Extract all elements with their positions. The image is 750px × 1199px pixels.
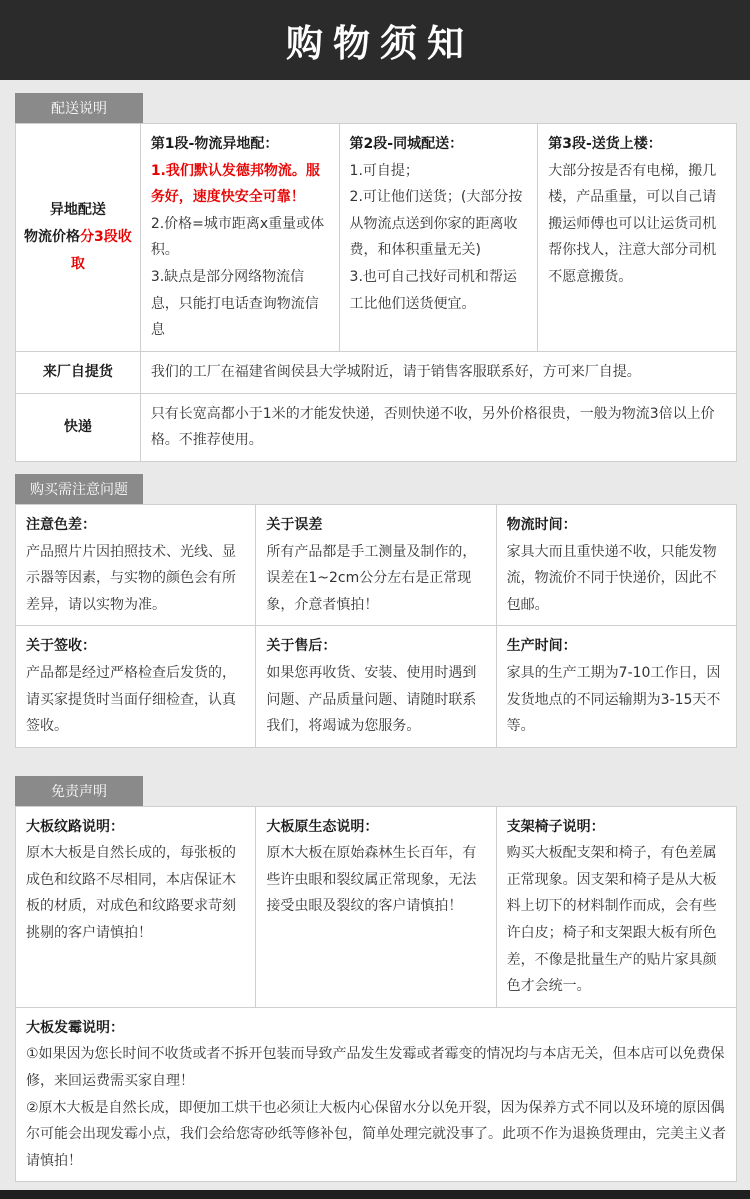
delivery-col2-heading: 第2段-同城配送： [349, 136, 464, 152]
note-color-cell [16, 504, 256, 625]
note-logistics-body: 家具大而且重快递不收，只能发物流，物流价不同于快递价，因此不包邮。 [506, 543, 717, 613]
delivery-col2-line2: 2.可让他们送货；(大部分按从物流点送到你家的距离收费，和体积重量无关) [349, 189, 523, 259]
note-aftersale-body: 如果您再收货、安装、使用时遇到问题、产品质量问题、请随时联系我们，将竭诚为您服务。 [266, 664, 477, 735]
delivery-col3-body: 大部分按是否有电梯，搬几楼，产品重量，可以自己请搬运师傅也可以让运货司机帮你找人，注意大部分司机不愿意搬货。 [548, 162, 717, 285]
pickup-body: 我们的工厂在福建省闽侯县大学城附近，请于销售客服联系好，方可来厂自提。 [140, 351, 736, 393]
note-error-cell [256, 504, 496, 625]
section-notes [15, 474, 737, 748]
express-body: 只有长宽高都小于1米的才能发快递，否则快递不收，另外价格很贵，一般为物流3倍以上价格。不推荐使用。 [140, 393, 736, 461]
delivery-col1-redline: 1.我们默认发德邦物流。服务好，速度快安全可靠！ [150, 162, 320, 206]
section-disclaimer [15, 776, 737, 1183]
note-logistics-heading: 物流时间： [506, 516, 577, 533]
disclaimer-table [15, 806, 737, 1183]
delivery-col3-heading: 第3段-送货上楼： [548, 136, 662, 152]
note-production-body: 家具的生产工期为7-10工作日，因发货地点的不同运输期为3-15天不等。 [506, 664, 721, 735]
tab-disclaimer: 免责声明 [15, 776, 143, 806]
section-delivery [15, 93, 737, 462]
delivery-label-line2-red: 分3段收取 [70, 229, 132, 272]
footer-bar [0, 1190, 750, 1199]
express-label: 快递 [16, 393, 141, 461]
table-row [16, 626, 737, 747]
note-color-body: 产品照片片因拍照技术、光线、显示器等因素，与实物的颜色会有所差异，请以实物为准。 [26, 543, 236, 613]
delivery-col1 [140, 124, 339, 352]
table-row [16, 351, 737, 393]
note-sign-cell [16, 626, 256, 747]
tab-delivery: 配送说明 [15, 93, 143, 123]
note-logistics-cell [496, 504, 736, 625]
delivery-col1-line3: 3.缺点是部分网络物流信息，只能打电话查询物流信息 [150, 268, 319, 339]
note-sign-heading: 关于签收： [26, 638, 96, 655]
notes-table [15, 504, 737, 748]
delivery-col1-line2: 2.价格=城市距离x重量或体积。 [150, 215, 325, 259]
delivery-col2 [339, 124, 538, 352]
disc-grain-heading: 大板纹路说明： [26, 818, 124, 835]
delivery-label-line2 [20, 224, 136, 277]
delivery-label-line1: 异地配送 [49, 202, 106, 219]
delivery-label-line2-black: 物流价格 [24, 229, 81, 246]
disc-eco-body: 原木大板在原始森林生长百年，有些许虫眼和裂纹属正常现象，无法接受虫眼及裂纹的客户请慎拍！ [266, 845, 477, 915]
disc-eco-cell [256, 806, 496, 1007]
delivery-col2-line3: 3.也可自己找好司机和帮运工比他们送货便宜。 [349, 268, 517, 312]
note-color-heading: 注意色差： [26, 516, 96, 533]
page-header [0, 0, 750, 80]
disc-grain-body: 原木大板是自然长成的，每张板的成色和纹路不尽相同，本店保证木板的材质，对成色和纹路要求苛刻挑剔的客户请慎拍！ [26, 845, 236, 942]
note-sign-body: 产品都是经过严格检查后发货的，请买家提货时当面仔细检查，认真签收。 [26, 664, 236, 735]
delivery-col1-heading: 第1段-物流异地配： [150, 136, 279, 152]
delivery-table [15, 123, 737, 462]
disc-mold-cell [16, 1007, 737, 1182]
note-production-heading: 生产时间： [506, 638, 577, 655]
disc-eco-heading: 大板原生态说明： [266, 818, 379, 835]
table-row [16, 806, 737, 1007]
disc-mold-heading: 大板发霉说明： [26, 1019, 124, 1036]
disc-stand-cell [496, 806, 736, 1007]
table-row [16, 504, 737, 625]
note-error-body: 所有产品都是手工测量及制作的，误差在1~2cm公分左右是正常现象，介意者慎拍！ [266, 543, 477, 613]
note-error-heading: 关于误差 [266, 516, 323, 533]
delivery-col2-line1: 1.可自提； [349, 162, 419, 179]
pickup-label: 来厂自提货 [16, 351, 141, 393]
disc-grain-cell [16, 806, 256, 1007]
table-row [16, 124, 737, 352]
page-title: 购物须知 [286, 22, 474, 65]
disc-stand-heading: 支架椅子说明： [506, 818, 605, 835]
note-aftersale-heading: 关于售后： [266, 638, 337, 655]
note-production-cell [496, 626, 736, 747]
disc-mold-para1: ①如果因为您长时间不收货或者不拆开包装而导致产品发生发霉或者霉变的情况均与本店无关，但本店可以免费保修，来回运费需买家自理！ [26, 1046, 725, 1090]
tab-notes: 购买需注意问题 [15, 474, 143, 504]
disc-stand-body: 购买大板配支架和椅子，有色差属正常现象。因支架和椅子是从大板料上切下的材料制作而成，会有些许白皮；椅子和支架跟大板有所色差，不像是批量生产的贴片家具颜色才会统一。 [506, 845, 717, 995]
note-aftersale-cell [256, 626, 496, 747]
delivery-row1-label [16, 124, 141, 352]
table-row [16, 393, 737, 461]
table-row [16, 1007, 737, 1182]
delivery-col3 [538, 124, 737, 352]
disc-mold-para2: ②原木大板是自然长成，即便加工烘干也必须让大板内心保留水分以免开裂，因为保养方式不同以及环境的原因偶尔可能会出现发霉小点，我们会给您寄砂纸等修补包，简单处理完就没事了。此项不作为退换货理由，完美主义者请慎拍！ [26, 1099, 726, 1169]
